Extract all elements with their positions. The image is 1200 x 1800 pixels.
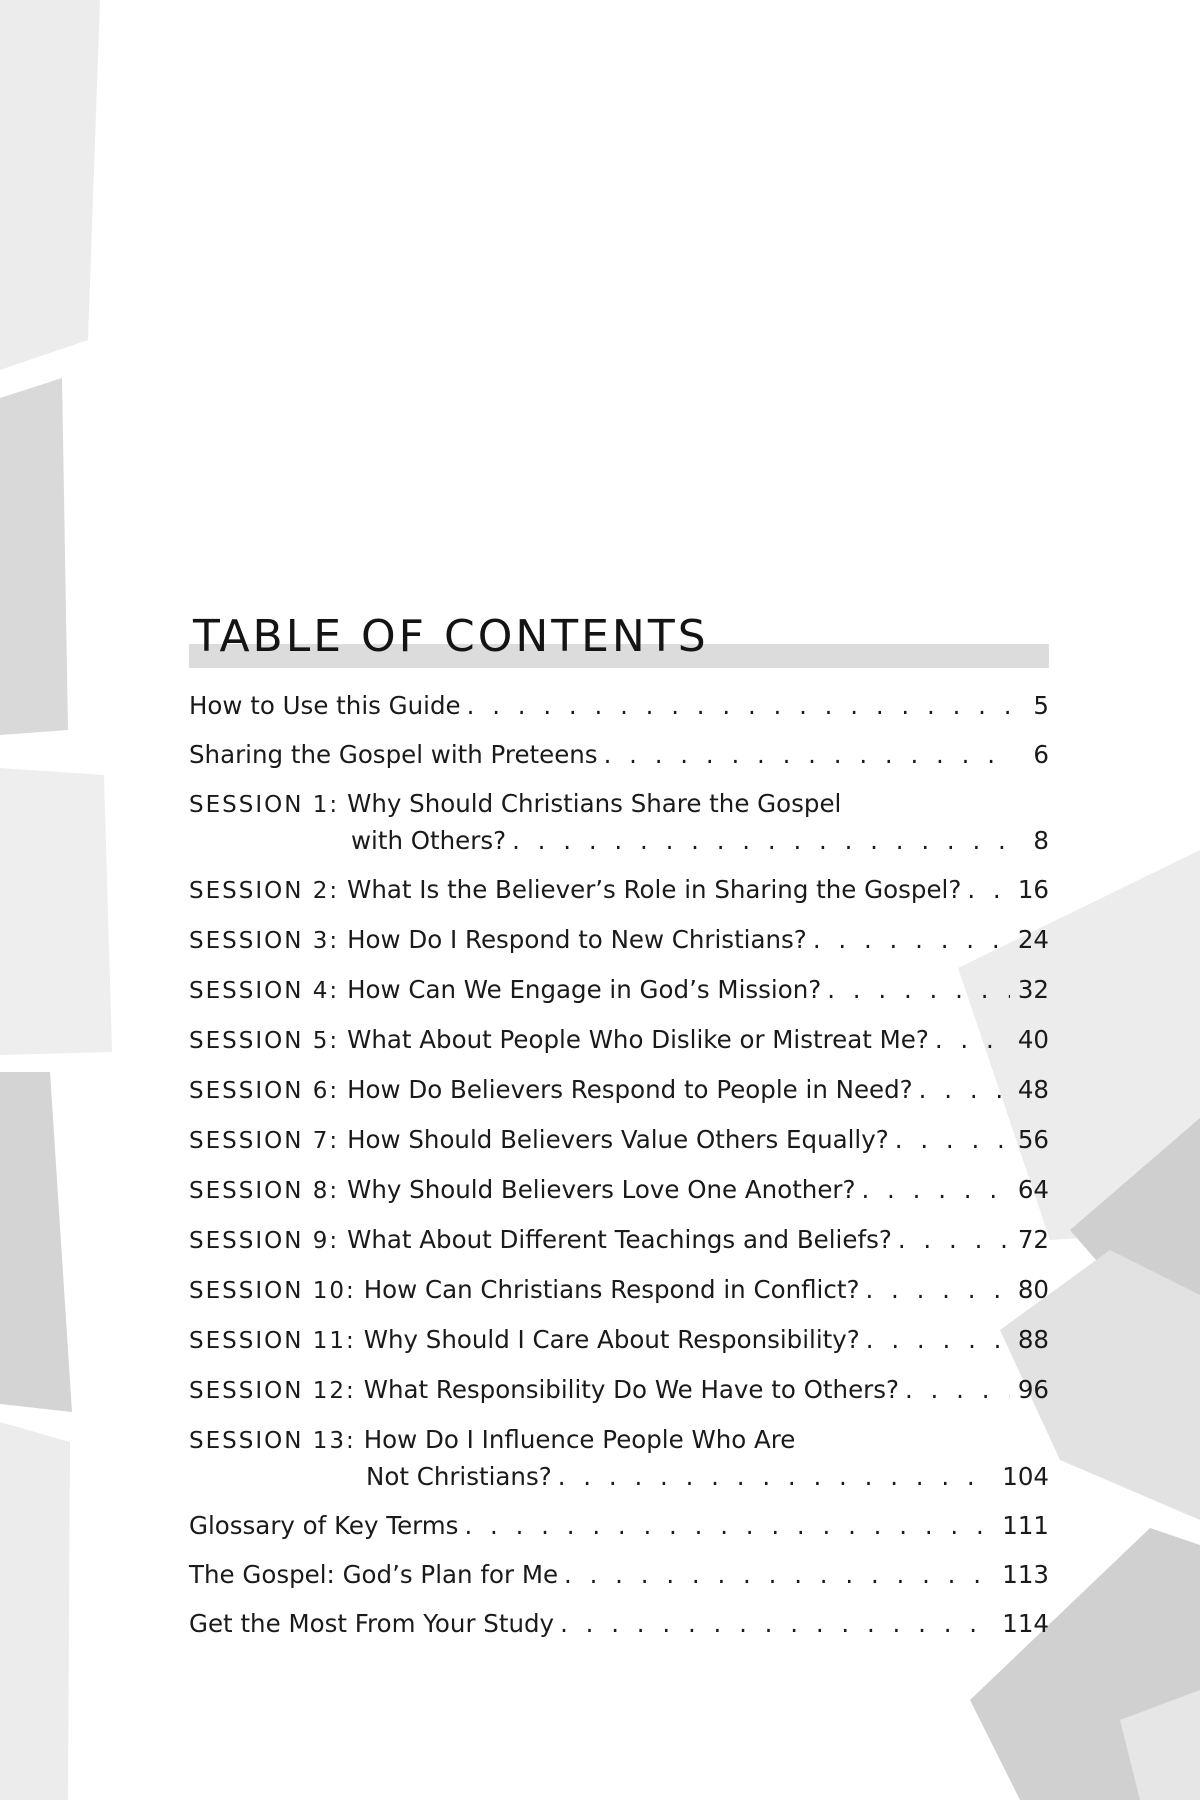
dot-leader <box>967 872 1009 908</box>
dot-leader <box>813 922 1010 958</box>
left-shape-1 <box>0 0 100 370</box>
toc-entry-page: 80 <box>1017 1275 1049 1304</box>
dot-leader <box>464 1508 994 1544</box>
session-label: SESSION 12: <box>189 1378 356 1404</box>
session-title: How Can Christians Respond in Conflict? <box>363 1275 860 1304</box>
toc-session-7[interactable] <box>189 1122 1049 1159</box>
session-title-continued: Not Christians? <box>366 1462 552 1491</box>
session-label: SESSION 8: <box>189 1178 340 1204</box>
session-title: How Can We Engage in God’s Mission? <box>347 975 822 1004</box>
session-label: SESSION 1: <box>189 792 340 818</box>
dot-leader <box>467 688 1013 724</box>
session-title: What Responsibility Do We Have to Others? <box>363 1375 899 1404</box>
toc-session-13-line-2[interactable] <box>189 1459 1049 1495</box>
toc-entry-page: 32 <box>1017 975 1049 1004</box>
session-label: SESSION 9: <box>189 1228 340 1254</box>
toc-session-1-line-2[interactable] <box>189 823 1049 859</box>
dot-leader <box>895 1122 1010 1158</box>
toc-entry-page: 72 <box>1017 1225 1049 1254</box>
toc-entry-page: 56 <box>1017 1125 1049 1154</box>
toc-session-11[interactable] <box>189 1322 1049 1359</box>
dot-leader <box>865 1272 1009 1308</box>
session-label: SESSION 3: <box>189 928 340 954</box>
session-label: SESSION 5: <box>189 1028 340 1054</box>
session-label: SESSION 6: <box>189 1078 340 1104</box>
left-shape-2 <box>0 378 68 735</box>
toc-entry-get-the-most[interactable] <box>189 1606 1049 1642</box>
toc-entry-page: 114 <box>1002 1609 1049 1638</box>
toc-entry-page: 16 <box>1017 875 1049 904</box>
toc-session-10[interactable] <box>189 1272 1049 1309</box>
toc-session-4[interactable] <box>189 972 1049 1009</box>
toc-entry-label: How to Use this Guide <box>189 691 461 720</box>
toc-entry-page: 113 <box>1002 1560 1049 1589</box>
session-label: SESSION 7: <box>189 1128 340 1154</box>
toc-session-1-line-1[interactable] <box>189 786 1049 823</box>
session-label: SESSION 13: <box>189 1428 356 1454</box>
dot-leader <box>905 1372 1010 1408</box>
toc-entry-page: 40 <box>1017 1025 1049 1054</box>
session-label: SESSION 2: <box>189 878 340 904</box>
session-label: SESSION 10: <box>189 1278 356 1304</box>
session-title: Why Should I Care About Responsibility? <box>363 1325 860 1354</box>
toc-entry-page: 111 <box>1002 1511 1049 1540</box>
toc-entry-label: Get the Most From Your Study <box>189 1609 555 1638</box>
toc-entry-page: 96 <box>1017 1375 1049 1404</box>
toc-entry-page: 8 <box>1033 826 1049 855</box>
toc-entry-gospel-plan[interactable] <box>189 1557 1049 1593</box>
toc-entry-label: Sharing the Gospel with Preteens <box>189 740 598 769</box>
toc-entry-page: 6 <box>1033 740 1049 769</box>
page-title: TABLE OF CONTENTS <box>193 611 709 662</box>
toc-session-8[interactable] <box>189 1172 1049 1209</box>
left-shape-4 <box>0 1072 72 1412</box>
left-shape-5 <box>0 1422 70 1800</box>
session-label: SESSION 11: <box>189 1328 356 1354</box>
session-title-continued: with Others? <box>351 826 507 855</box>
toc-entry-page: 64 <box>1017 1175 1049 1204</box>
session-title: What About Different Teachings and Beliefs? <box>347 1225 892 1254</box>
toc-entry-page: 48 <box>1017 1075 1049 1104</box>
left-shape-3 <box>0 768 112 1055</box>
dot-leader <box>919 1072 1010 1108</box>
toc-heading <box>189 610 1049 672</box>
toc-entry-page: 5 <box>1033 691 1049 720</box>
session-title: Why Should Believers Love One Another? <box>347 1175 856 1204</box>
toc-list <box>189 688 1049 1642</box>
toc-session-5[interactable] <box>189 1022 1049 1059</box>
toc-entry-glossary[interactable] <box>189 1508 1049 1544</box>
toc-entry-page: 88 <box>1017 1325 1049 1354</box>
dot-leader <box>898 1222 1010 1258</box>
toc-session-2[interactable] <box>189 872 1049 909</box>
toc-session-13-line-1[interactable] <box>189 1422 1049 1459</box>
toc-entry-page: 24 <box>1017 925 1049 954</box>
session-title: What Is the Believer’s Role in Sharing the Gospel? <box>347 875 962 904</box>
toc-session-6[interactable] <box>189 1072 1049 1109</box>
toc-session-3[interactable] <box>189 922 1049 959</box>
dot-leader <box>604 737 1013 773</box>
toc-session-12[interactable] <box>189 1372 1049 1409</box>
toc-entry-label: The Gospel: God’s Plan for Me <box>189 1560 559 1589</box>
dot-leader <box>564 1557 994 1593</box>
dot-leader <box>861 1172 1009 1208</box>
dot-leader <box>558 1459 995 1495</box>
toc-entry-sharing-gospel[interactable] <box>189 737 1049 773</box>
dot-leader <box>827 972 1010 1008</box>
session-title: How Should Believers Value Others Equally? <box>347 1125 889 1154</box>
session-title: Why Should Christians Share the Gospel <box>347 789 842 818</box>
toc-session-9[interactable] <box>189 1222 1049 1259</box>
table-of-contents <box>189 610 1049 1642</box>
session-title: How Do Believers Respond to People in Need? <box>347 1075 913 1104</box>
dot-leader <box>935 1022 1010 1058</box>
session-title: How Do I Respond to New Christians? <box>347 925 807 954</box>
toc-entry-how-to-use[interactable] <box>189 688 1049 724</box>
toc-entry-page: 104 <box>1002 1462 1049 1491</box>
dot-leader <box>560 1606 994 1642</box>
session-title: What About People Who Dislike or Mistreat Me? <box>347 1025 929 1054</box>
toc-entry-label: Glossary of Key Terms <box>189 1511 459 1540</box>
dot-leader <box>866 1322 1010 1358</box>
session-label: SESSION 4: <box>189 978 340 1004</box>
dot-leader <box>512 823 1013 859</box>
session-title: How Do I Influence People Who Are <box>363 1425 796 1454</box>
